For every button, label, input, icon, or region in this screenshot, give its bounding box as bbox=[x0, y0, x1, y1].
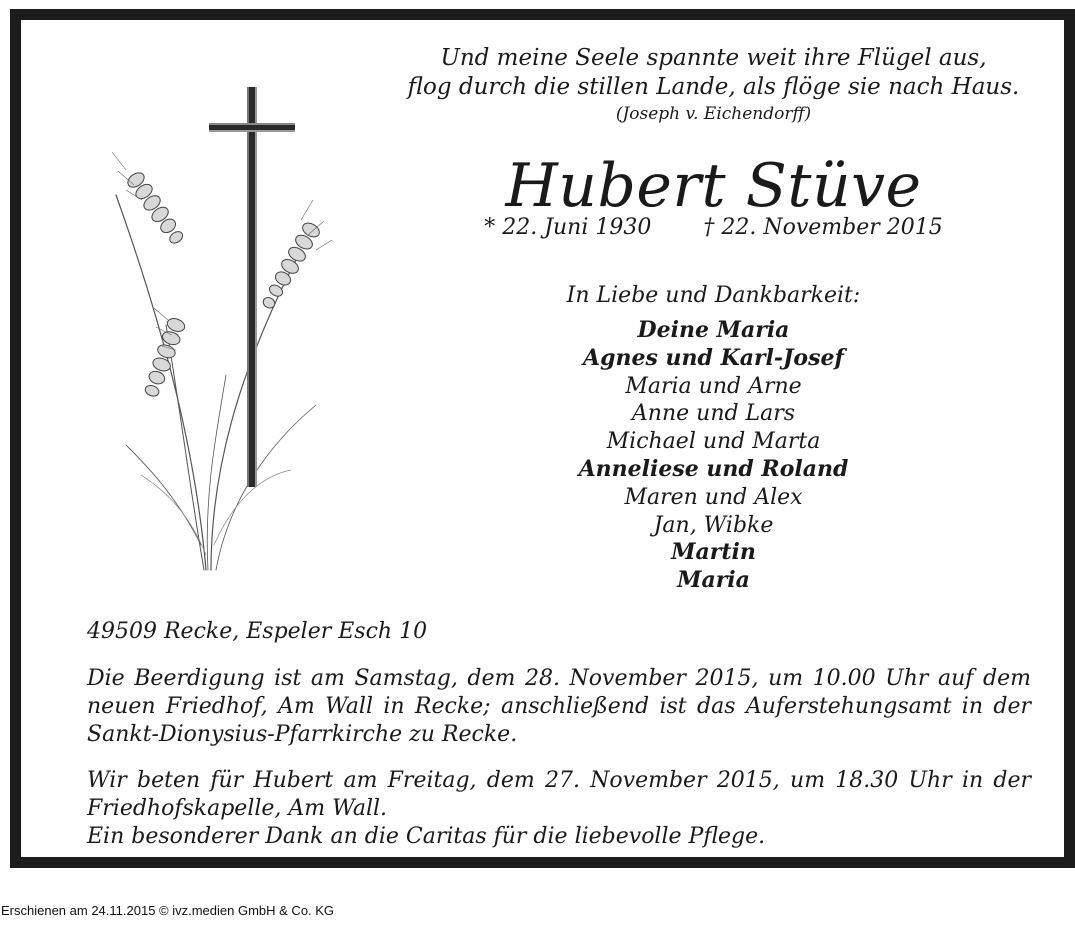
quote-author: (Joseph v. Eichendorff) bbox=[615, 104, 812, 124]
publication-footer: Erschienen am 24.11.2015 © ivz.medien GmbH & Co. KG bbox=[1, 903, 335, 918]
mourner-name: Jan, Wibke bbox=[653, 512, 774, 538]
quote-line-1: Und meine Seele spannte weit ihre Flügel aus, bbox=[440, 45, 987, 71]
mourner-name: Deine Maria bbox=[637, 317, 790, 343]
death-date: † 22. November 2015 bbox=[703, 215, 943, 240]
mourner-name: Maren und Alex bbox=[624, 484, 803, 510]
mourner-name: Agnes und Karl-Josef bbox=[583, 344, 844, 371]
mourner-name: Maria bbox=[677, 567, 750, 594]
life-dates bbox=[391, 214, 1036, 242]
mourners-intro: In Liebe und Dankbarkeit: bbox=[566, 283, 861, 308]
mourner-name: Anne und Lars bbox=[631, 401, 796, 427]
epitaph-quote bbox=[391, 44, 1036, 127]
thanks-note: Ein besonderer Dank an die Caritas für die liebevolle Pflege. bbox=[87, 824, 766, 849]
family-address: 49509 Recke, Espeler Esch 10 bbox=[87, 619, 428, 644]
birth-date: * 22. Juni 1930 bbox=[484, 215, 652, 240]
mourner-name: Martin bbox=[671, 539, 756, 566]
funeral-announcement: Die Beerdigung ist am Samstag, dem 28. November 2015, um 10.00 Uhr auf dem neuen Friedhof, Am Wall in Recke; anschließend ist das Auferstehungsamt in der Sankt-Dionysius-Pfarrkirche zu Recke. bbox=[87, 666, 1031, 747]
cross-with-wheat-icon bbox=[86, 75, 366, 575]
mourners-list bbox=[391, 317, 1036, 595]
mourner-name: Maria und Arne bbox=[625, 373, 802, 399]
mourner-name: Michael und Marta bbox=[606, 429, 821, 455]
deceased-name: Hubert Stüve bbox=[505, 151, 922, 221]
prayer-announcement: Wir beten für Hubert am Freitag, dem 27. November 2015, um 18.30 Uhr in der Friedhofskapelle, Am Wall. bbox=[87, 768, 1031, 821]
mourner-name: Anneliese und Roland bbox=[578, 455, 849, 482]
quote-line-2: flog durch die stillen Lande, als flöge sie nach Haus. bbox=[407, 74, 1020, 100]
obituary-notice bbox=[10, 9, 1075, 868]
